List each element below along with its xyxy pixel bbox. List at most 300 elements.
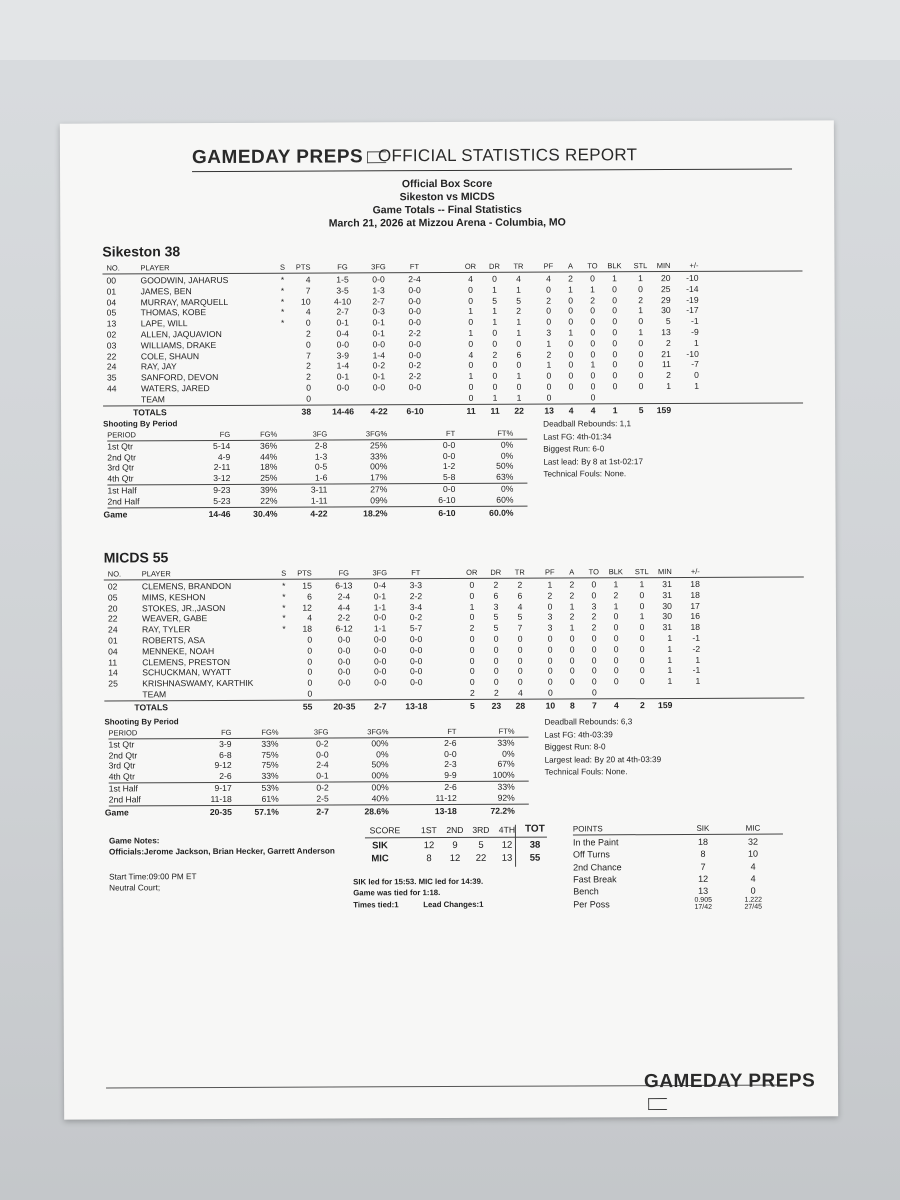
period-row-cell: 0% [376, 748, 389, 759]
cell-min: 30 [662, 600, 672, 611]
cell-min: 1 [667, 654, 673, 665]
points-mic: 10 [747, 848, 759, 859]
cell-min: 31 [662, 622, 673, 633]
period-row-cell: 25% [370, 440, 388, 451]
cell-to: 0 [591, 633, 597, 644]
cell-tr: 0 [517, 633, 523, 644]
cell-to: 1 [590, 359, 596, 370]
col-header-pf: PF [544, 567, 555, 577]
points-mic: 4 [750, 861, 756, 872]
col-header-to: TO [587, 261, 598, 271]
period-row-cell: 9-12 [214, 759, 232, 771]
totals-cell: TOTALS [133, 406, 167, 417]
cell-dr: 5 [493, 612, 499, 623]
shooting-header: FG [221, 727, 232, 737]
cell-: -1 [692, 632, 701, 643]
cell-tr: 0 [517, 666, 523, 677]
cell-: 18 [690, 622, 701, 633]
cell-blk: 0 [613, 665, 619, 676]
cell-blk: 0 [612, 370, 618, 381]
gameday-preps-logo: GAMEDAY PREPS [192, 146, 390, 169]
cell-player: COLE, SHAUN [140, 350, 200, 361]
cell-s: * [280, 317, 285, 328]
half-row-cell: 2nd Half [108, 793, 141, 804]
col-header-stl: STL [634, 567, 649, 577]
cell-player: GOODWIN, JAHARUS [140, 274, 229, 286]
cell-stl: 0 [639, 665, 645, 676]
cell-stl: 2 [638, 294, 644, 305]
cell-stl: 0 [638, 381, 644, 392]
cell-dr: 1 [492, 392, 498, 403]
cell-player: WATERS, JARED [140, 383, 210, 394]
cell-ft: 5-7 [409, 623, 423, 634]
col-header-a: A [569, 567, 575, 577]
points-mic: 32 [747, 836, 758, 847]
game-row-cell: 14-46 [208, 508, 231, 520]
cell-3fg: 2-7 [372, 295, 385, 306]
cell-stl: 0 [639, 654, 645, 665]
cell-3fg: 1-1 [373, 623, 387, 634]
cell-stl: 0 [638, 359, 644, 370]
period-row-cell: 0% [500, 439, 514, 450]
cell-s: * [282, 602, 286, 613]
cell-player: SCHUCKMAN, WYATT [142, 667, 232, 678]
cell-player: STOKES, JR.,JASON [141, 602, 226, 613]
shooting-header: FT [447, 726, 457, 737]
cell-or: 0 [469, 579, 475, 590]
half-row-cell: 2nd Half [107, 495, 140, 506]
cell-blk: 0 [612, 305, 618, 316]
period-row-cell: 0-0 [444, 748, 457, 759]
cell-or: 1 [468, 371, 474, 382]
cell-: -1 [691, 316, 699, 327]
cell-min: 11 [661, 359, 671, 370]
cell-pts: 0 [305, 317, 311, 328]
cell-pf: 0 [547, 633, 553, 644]
linescore-cell: MIC [371, 853, 389, 865]
cell-ft: 0-0 [409, 634, 423, 645]
cell-no: 14 [108, 667, 118, 678]
cell-or: 2 [469, 623, 475, 634]
cell-pts: 18 [302, 623, 313, 634]
cell-blk: 0 [612, 294, 618, 305]
cell-to: 0 [590, 338, 596, 349]
cell-fg: 0-0 [336, 339, 350, 350]
period-row-cell: 1-3 [314, 451, 328, 462]
cell-pf: 1 [546, 359, 552, 370]
cell-or: 0 [469, 612, 475, 623]
cell-pf: 3 [546, 327, 552, 338]
period-row-cell: 100% [492, 769, 515, 780]
cell-pf: 3 [547, 622, 553, 633]
period-row-cell: 0-1 [316, 770, 329, 781]
col-header-tr: TR [514, 567, 525, 577]
cell-no: 22 [106, 351, 117, 362]
cell-to: 3 [591, 600, 597, 611]
cell-or: 0 [468, 381, 474, 392]
cell-pts: 15 [302, 580, 312, 591]
cell-or: 0 [468, 317, 474, 328]
cell-ft: 0-0 [408, 306, 421, 317]
shooting-header: FT [445, 428, 456, 439]
cell-ft: 2-2 [409, 590, 423, 601]
totals-cell: 2 [639, 699, 645, 710]
cell-pts: 2 [305, 328, 311, 339]
cell-fg: 2-2 [337, 612, 351, 623]
report-title: OFFICIAL STATISTICS REPORT [377, 145, 638, 166]
cell-pf: 2 [546, 349, 552, 360]
shooting-header: 3FG [313, 727, 329, 737]
half-row-cell: 2-5 [316, 793, 329, 804]
cell-or: 0 [469, 666, 475, 677]
totals-cell: 5 [469, 700, 475, 711]
period-row-cell: 18% [260, 461, 278, 472]
cell-3fg: 0-1 [373, 591, 387, 602]
cell-player: RAY, JAY [140, 361, 177, 372]
shooting-header: FG% [261, 727, 279, 737]
cell-or: 4 [468, 349, 474, 360]
side-note: Last FG: 4th-03:39 [544, 729, 613, 740]
cell-a: 2 [568, 273, 573, 284]
col-header-player: PLAYER [141, 569, 171, 579]
cell-s: * [282, 591, 286, 602]
cell-dr: 6 [493, 590, 499, 601]
cell-min: 2 [665, 337, 671, 348]
cell-no: 05 [106, 307, 117, 318]
cell-blk: 0 [612, 316, 618, 327]
linescore-header: 4TH [498, 824, 516, 835]
half-row-cell: 2-6 [444, 781, 457, 793]
side-note: Last lead: By 8 at 1st-02:17 [543, 456, 644, 467]
game-row-cell: 2-7 [316, 806, 329, 817]
cell-dr: 2 [492, 349, 498, 360]
cell-blk: 0 [612, 359, 618, 370]
cell-dr: 0 [492, 381, 498, 392]
cell-no: 04 [106, 297, 117, 308]
period-row-cell: 36% [260, 440, 278, 451]
cell-pf: 0 [546, 316, 552, 327]
cell-pts: 4 [305, 274, 311, 285]
half-row-cell: 00% [371, 782, 389, 793]
half-row-cell: 0-0 [442, 483, 456, 495]
cell-dr: 0 [493, 633, 499, 644]
half-row-cell: 1st Half [108, 783, 138, 794]
points-label: Fast Break [573, 874, 617, 885]
col-header-fg: FG [338, 568, 350, 578]
totals-cell: 4-22 [370, 405, 388, 416]
col-header-tr: TR [513, 261, 524, 271]
period-row-cell: 2-6 [444, 737, 457, 749]
cell-pf: 3 [547, 611, 553, 622]
cell-pts: 0 [307, 656, 313, 667]
cell-ft: 2-4 [408, 274, 421, 285]
cell-dr: 0 [492, 360, 498, 371]
matchup: Sikeston vs MICDS [399, 190, 495, 204]
cell-: -2 [692, 643, 701, 654]
period-row-cell: 0-2 [316, 738, 329, 749]
cell-min: 30 [662, 611, 673, 622]
cell-a: 0 [569, 676, 575, 687]
linescore-divider [515, 825, 516, 867]
col-header-blk: BLK [608, 567, 623, 577]
cell-to: 2 [591, 611, 597, 622]
period-row-cell: 33% [261, 770, 279, 781]
cell-pf: 0 [547, 644, 553, 655]
cell-: -10 [686, 348, 699, 359]
cell-: 1 [695, 676, 701, 687]
cell-player: JAMES, BEN [140, 285, 192, 297]
cell-ft: 0-2 [408, 360, 422, 371]
period-row-cell: 33% [370, 450, 388, 461]
shooting-header: 3FG% [367, 727, 389, 737]
linescore-cell: 55 [529, 852, 541, 864]
totals-cell: TOTALS [134, 702, 168, 713]
cell-ft: 0-2 [409, 612, 423, 623]
period-row-cell: 25% [260, 472, 278, 483]
cell-blk: 0 [612, 284, 617, 295]
cell-pts: 4 [307, 612, 313, 624]
times-tied: Times tied:1 [353, 900, 399, 910]
half-row-cell: 40% [371, 792, 389, 803]
points-label: Bench [573, 886, 599, 897]
period-row-cell: 50% [496, 460, 514, 471]
cell-no: 02 [107, 581, 118, 592]
cell-dr: 0 [492, 338, 498, 349]
cell-: -14 [686, 283, 699, 294]
period-row-cell: 2nd Qtr [108, 749, 138, 760]
cell-player: MENNEKE, NOAH [142, 645, 215, 657]
col-header-pts: PTS [297, 568, 312, 578]
background-wall [0, 0, 900, 60]
col-header-s: S [279, 262, 285, 272]
cell-stl: 0 [638, 316, 644, 327]
cell-pts: 7 [306, 350, 311, 361]
col-header-s: S [281, 568, 287, 578]
col-header-or: OR [466, 567, 478, 577]
cell-fg: 6-12 [335, 623, 353, 634]
game-row-cell: 30.4% [253, 508, 278, 519]
cell-fg: 0-0 [338, 677, 351, 688]
cell-player: ALLEN, JAQUAVION [140, 328, 222, 340]
cell-fg: 0-1 [336, 371, 350, 382]
cell-pf: 2 [547, 590, 553, 601]
cell-to: 2 [590, 294, 596, 305]
cell-blk: 0 [612, 381, 618, 392]
period-row-cell: 1-6 [314, 472, 328, 483]
cell-tr: 1 [516, 370, 522, 381]
period-row-cell: 00% [370, 461, 388, 472]
cell-or: 0 [469, 590, 475, 601]
team-title: MICDS 55 [103, 549, 169, 566]
cell-to: 0 [590, 370, 596, 381]
period-row-cell: 63% [496, 471, 514, 482]
cell-pf: 1 [547, 579, 553, 590]
linescore-cell: 12 [423, 840, 435, 852]
cell-pf: 2 [546, 295, 552, 306]
cell-dr: 0 [493, 676, 499, 687]
cell-a: 0 [568, 370, 574, 381]
cell-tr: 0 [517, 655, 523, 666]
cell-pts: 7 [305, 285, 311, 296]
stat-sheet-paper [60, 120, 838, 1119]
cell-3fg: 0-0 [373, 612, 387, 623]
footer-flag-icon [648, 1098, 671, 1110]
col-header-min: MIN [656, 261, 671, 271]
points-sik: 12 [698, 873, 709, 884]
cell-min: 31 [662, 579, 672, 590]
neutral-court: Neutral Court; [109, 883, 161, 893]
totals-cell: 159 [658, 699, 673, 710]
cell-tr: 1 [516, 316, 522, 327]
cell-: -1 [692, 665, 701, 676]
cell-blk: 0 [613, 633, 619, 644]
cell-a: 0 [568, 305, 574, 316]
game-notes-title: Game Notes: [108, 836, 160, 846]
cell-to: 0 [591, 579, 597, 590]
cell-s: * [280, 307, 285, 318]
col-header-or: OR [464, 261, 477, 271]
linescore-header: 3RD [472, 824, 490, 835]
period-row-cell: 2-4 [316, 759, 329, 770]
points-mic: 4 [750, 873, 756, 884]
col-header-dr: DR [489, 261, 500, 271]
points-label: In the Paint [572, 837, 619, 848]
game-row-cell: 60.0% [489, 507, 514, 518]
cell-fg: 4-10 [333, 296, 352, 307]
cell-or: 0 [469, 677, 475, 688]
lead-changes: Lead Changes:1 [423, 899, 484, 910]
cell-pts: 0 [307, 645, 313, 656]
period-row-cell: 75% [261, 759, 279, 770]
cell-player: LAPE, WILL [140, 318, 188, 329]
period-row-cell: 2-6 [219, 770, 232, 781]
period-row-cell: 3rd Qtr [108, 760, 136, 771]
cell-pf: 0 [546, 370, 552, 381]
cell-3fg: 0-1 [372, 371, 386, 382]
cell-tr: 1 [516, 392, 522, 403]
cell-no: 24 [108, 624, 118, 635]
linescore-cell: 8 [426, 853, 432, 865]
cell-3fg: 1-3 [372, 285, 385, 296]
cell-ft: 2-2 [408, 328, 421, 339]
cell-fg: 2-7 [336, 306, 349, 317]
cell-pts: 0 [305, 339, 311, 350]
cell-blk: 1 [613, 579, 619, 590]
linescore-header: TOT [524, 823, 545, 835]
cell-a: 0 [568, 295, 574, 306]
totals-cell: 11 [466, 405, 476, 416]
per-poss-mic-frac: 27/45 [744, 903, 763, 911]
cell-min: 25 [660, 283, 671, 294]
cell-player: ROBERTS, ASA [142, 635, 205, 646]
cell-min: 21 [661, 348, 671, 359]
half-row-cell: 53% [261, 782, 279, 793]
cell-fg: 2-4 [337, 591, 351, 602]
cell-min: 29 [661, 294, 671, 305]
half-row-cell: 92% [497, 792, 515, 803]
cell-no: 03 [106, 340, 117, 351]
cell-s: * [280, 274, 285, 285]
cell-: 18 [690, 578, 700, 589]
period-row-cell: 5-8 [442, 471, 456, 482]
cell-min: 1 [666, 381, 672, 392]
points-header: POINTS [572, 824, 603, 834]
cell-fg: 4-4 [337, 602, 351, 613]
cell-or: 1 [468, 306, 474, 317]
game-row-cell: 28.6% [364, 806, 389, 817]
cell-or: 0 [468, 360, 474, 371]
cell-3fg: 0-0 [374, 677, 387, 688]
col-header-pf: PF [543, 261, 554, 271]
cell-dr: 0 [492, 273, 497, 284]
period-row-cell: 2nd Qtr [107, 451, 136, 462]
totals-cell: 159 [656, 404, 672, 415]
col-header-stl: STL [633, 261, 648, 271]
shooting-header: FG [219, 429, 231, 439]
totals-row [62, 699, 836, 713]
cell-blk: 0 [613, 622, 619, 633]
game-row-cell: 4-22 [310, 508, 328, 519]
cell-tr: 7 [517, 622, 523, 633]
cell-or: 1 [468, 327, 474, 338]
cell-no: 01 [108, 635, 118, 646]
cell-ft: 0-0 [409, 655, 423, 666]
cell-player: MURRAY, MARQUELL [140, 296, 229, 307]
cell-dr: 0 [492, 327, 498, 338]
team-title: Sikeston 38 [102, 243, 181, 260]
period-row-cell: 75% [261, 749, 279, 760]
cell-blk: 0 [613, 611, 619, 622]
col-header-3fg: 3FG [372, 568, 388, 578]
points-rule [573, 834, 783, 836]
half-row-cell: 09% [370, 494, 388, 505]
cell-or: 0 [469, 633, 475, 644]
half-row-cell: 33% [497, 781, 515, 792]
totals-cell: 2-7 [374, 701, 387, 712]
points-label: 2nd Chance [573, 861, 622, 873]
cell-dr: 0 [493, 644, 499, 655]
cell-3fg: 0-1 [372, 328, 385, 339]
cell-tr: 2 [517, 579, 523, 590]
col-header-player: PLAYER [140, 263, 170, 273]
cell-tr: 0 [517, 644, 523, 655]
cell-tr: 5 [517, 612, 523, 623]
half-row-cell: 11-12 [435, 792, 457, 803]
totals-cell: 38 [301, 406, 312, 417]
cell-no: 24 [106, 361, 117, 372]
side-note: Last FG: 4th-01:34 [543, 431, 612, 442]
cell-tr: 0 [516, 360, 522, 371]
cell-or: 0 [468, 392, 474, 403]
cell-player: KRISHNASWAMY, KARTHIK [142, 678, 254, 689]
half-row-cell: 5-23 [213, 495, 231, 506]
cell-stl: 0 [639, 633, 645, 644]
totals-cell: 5 [638, 404, 644, 415]
col-header-to: TO [588, 567, 599, 577]
cell-no: 04 [108, 646, 118, 657]
cell-: -19 [686, 294, 699, 305]
col-header-fg: FG [337, 262, 348, 272]
cell-no: 13 [106, 318, 117, 329]
cell-no: 44 [106, 383, 117, 394]
half-row-cell: 9-17 [214, 782, 232, 794]
officials: Officials:Jerome Jackson, Brian Hecker, Garrett Anderson [108, 846, 335, 857]
cell-ft: 0-0 [408, 338, 422, 349]
linescore-cell: 12 [449, 852, 461, 864]
start-time: Start Time:09:00 PM ET [109, 872, 197, 882]
cell-to: 0 [591, 654, 597, 665]
half-row-cell: 3-11 [310, 484, 328, 495]
